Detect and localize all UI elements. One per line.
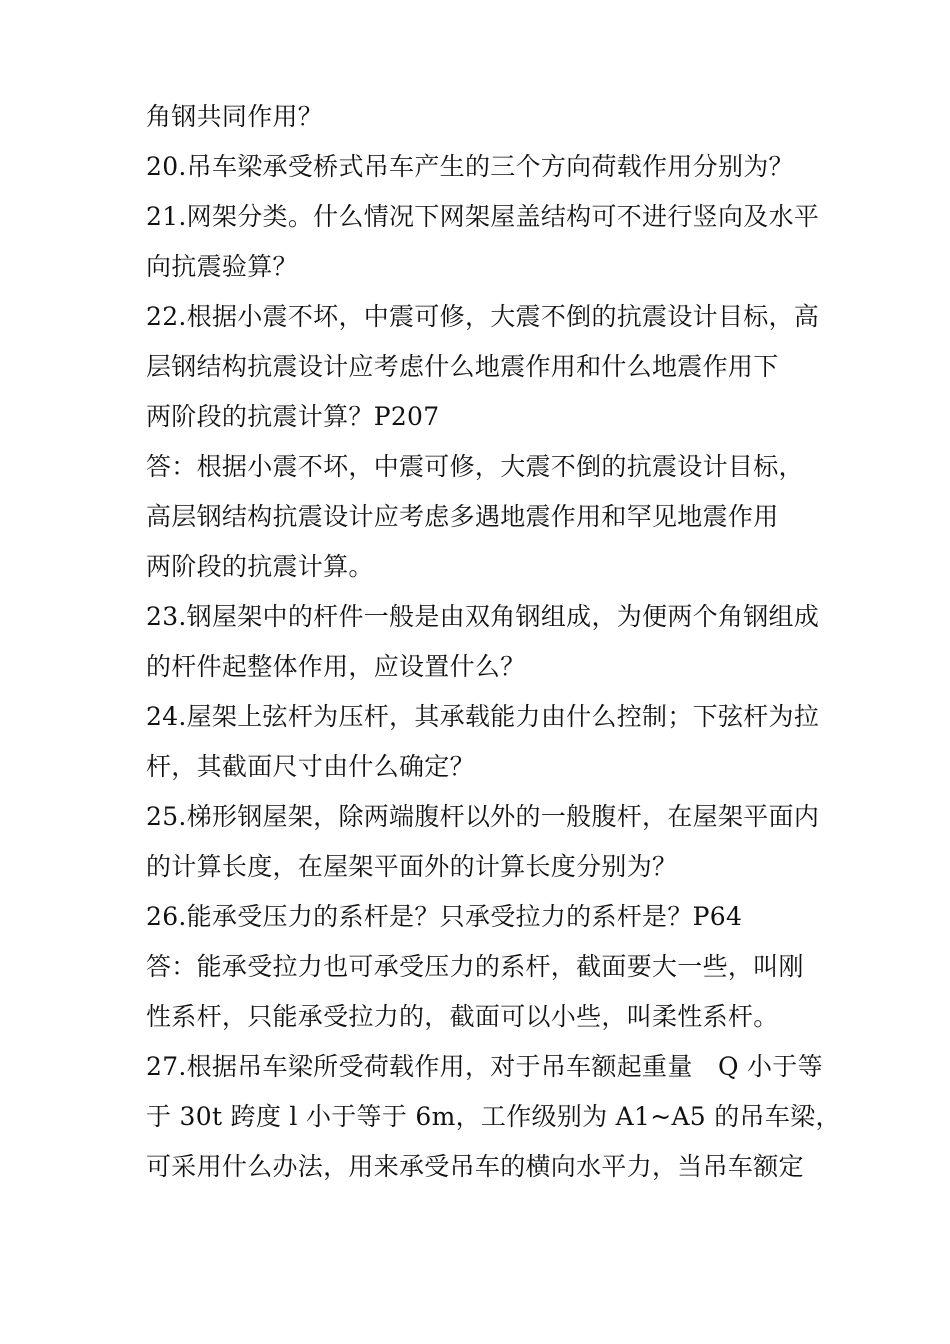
document-body — [146, 92, 841, 1192]
text-line: 的计算长度，在屋架平面外的计算长度分别为？ — [146, 852, 678, 881]
text-line: 的杆件起整体作用，应设置什么？ — [146, 652, 526, 681]
text-line: 高层钢结构抗震设计应考虑多遇地震作用和罕见地震作用 — [146, 502, 779, 531]
text-line: 25.梯形钢屋架，除两端腹杆以外的一般腹杆，在屋架平面内 — [146, 802, 820, 831]
text-line: 答：能承受拉力也可承受压力的系杆，截面要大一些，叫刚 — [146, 952, 804, 981]
text-line: 性系杆，只能承受拉力的，截面可以小些，叫柔性系杆。 — [146, 1002, 779, 1031]
text-line: 答：根据小震不坏，中震可修，大震不倒的抗震设计目标， — [146, 452, 804, 481]
text-line: 层钢结构抗震设计应考虑什么地震作用和什么地震作用下 — [146, 352, 779, 381]
text-line: 杆，其截面尺寸由什么确定？ — [146, 752, 475, 781]
text-line: 于 30t 跨度 l 小于等于 6m，工作级别为 A1~A5 的吊车梁， — [146, 1102, 841, 1131]
text-line: 向抗震验算？ — [146, 252, 298, 281]
text-line: 两阶段的抗震计算？P207 — [146, 402, 440, 431]
text-line: 22.根据小震不坏，中震可修，大震不倒的抗震设计目标，高 — [146, 302, 820, 331]
text-line: 两阶段的抗震计算。 — [146, 552, 374, 581]
text-line: 21.网架分类。什么情况下网架屋盖结构可不进行竖向及水平 — [146, 202, 820, 231]
text-line: 可采用什么办法，用来承受吊车的横向水平力，当吊车额定 — [146, 1152, 804, 1181]
text-line: 角钢共同作用？ — [146, 102, 324, 131]
text-line: 23.钢屋架中的杆件一般是由双角钢组成，为便两个角钢组成 — [146, 602, 820, 631]
text-line: 26.能承受压力的系杆是？只承受拉力的系杆是？P64 — [146, 902, 743, 931]
text-line: 24.屋架上弦杆为压杆，其承载能力由什么控制；下弦杆为拉 — [146, 702, 820, 731]
text-line: 20.吊车梁承受桥式吊车产生的三个方向荷载作用分别为？ — [146, 152, 794, 181]
text-line: 27.根据吊车梁所受荷载作用，对于吊车额起重量 Q 小于等 — [146, 1052, 823, 1081]
